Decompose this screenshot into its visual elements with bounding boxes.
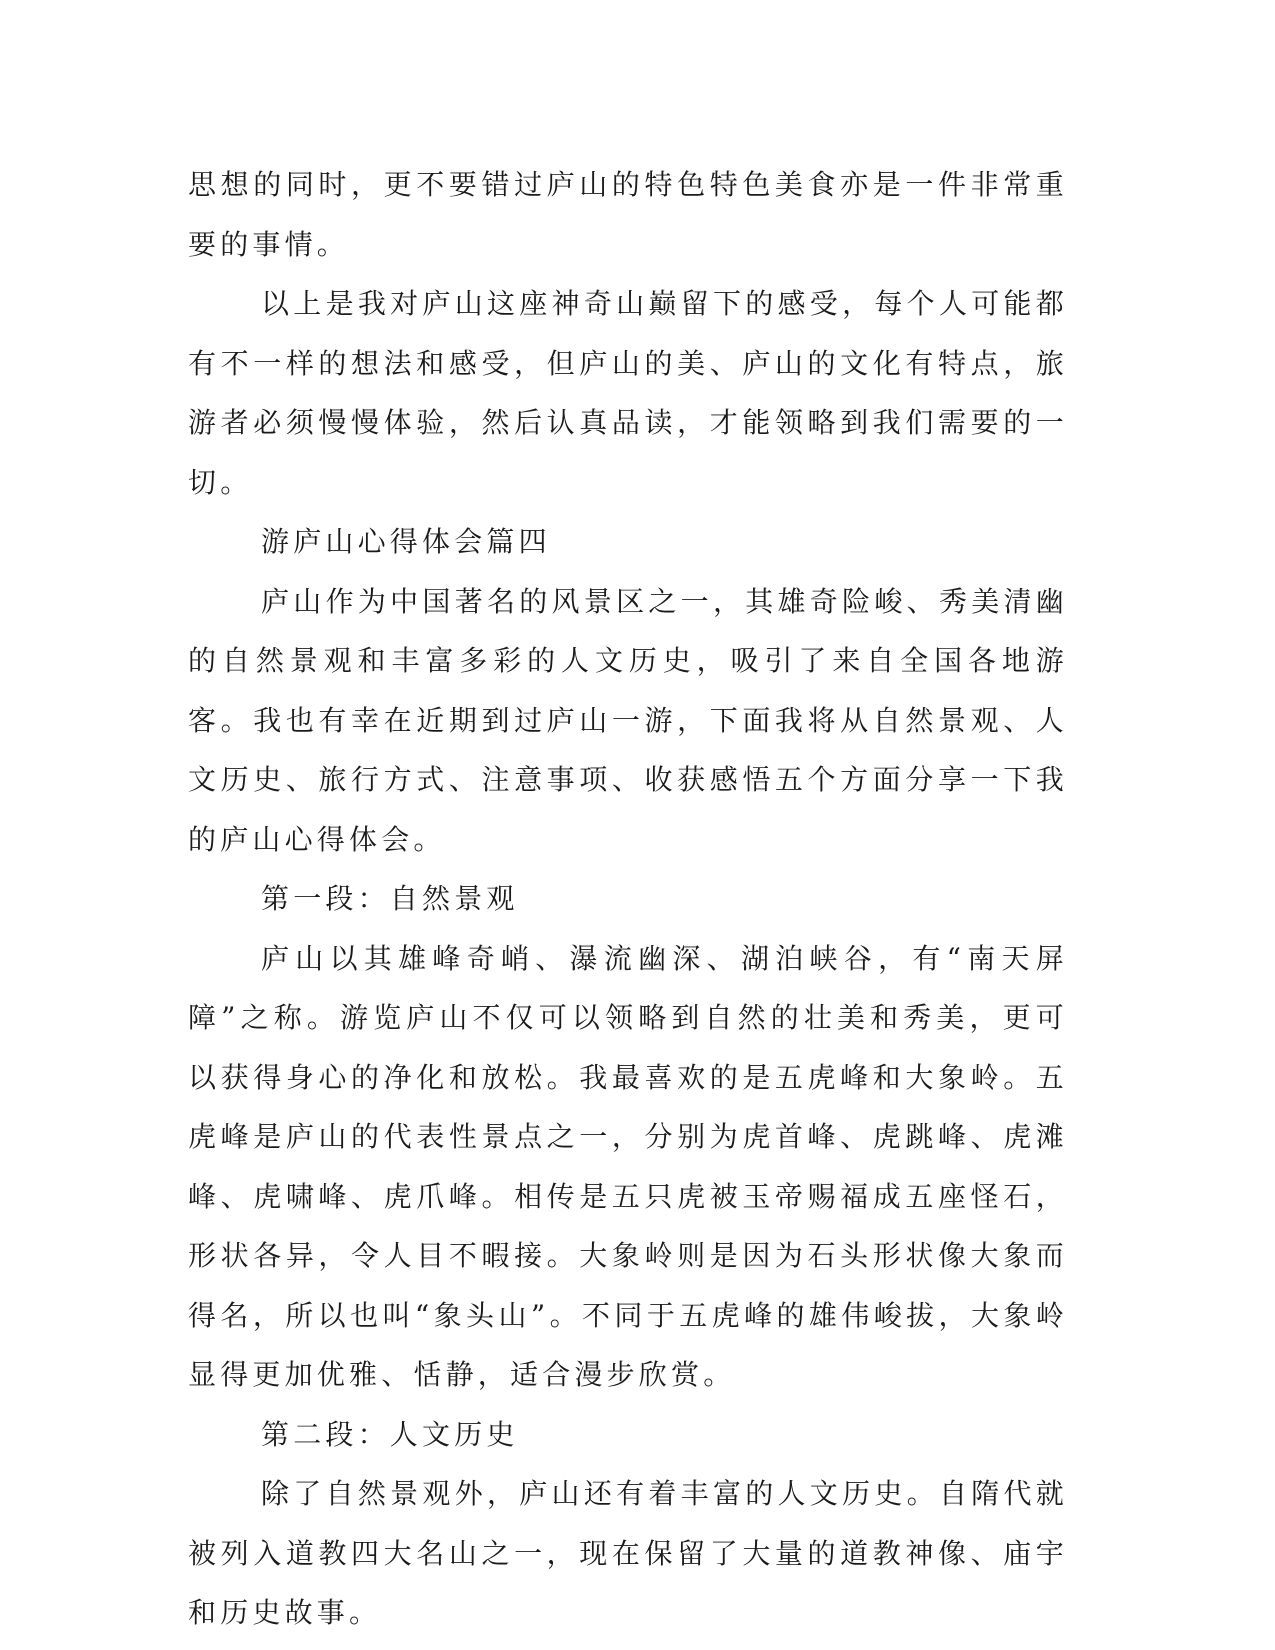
paragraph-summary: 以上是我对庐山这座神奇山巅留下的感受，每个人可能都有不一样的想法和感受，但庐山的美、庐山的文化有特点，旅游者必须慢慢体验，然后认真品读，才能领略到我们需要的一切。	[188, 287, 1068, 499]
paragraph-natural-scenery: 庐山以其雄峰奇峭、瀑流幽深、湖泊峡谷，有“南天屏障”之称。游览庐山不仅可以领略到自然的壮美和秀美，更可以获得身心的净化和放松。我最喜欢的是五虎峰和大象岭。五虎峰是庐山的代表性景点之一，分别为虎首峰、虎跳峰、虎滩峰、虎啸峰、虎爪峰。相传是五只虎被玉帝赐福成五座怪石，形状各异，令人目不暇接。大象岭则是因为石头形状像大象而得名，所以也叫“象头山”。不同于五虎峰的雄伟峻拔，大象岭显得更加优雅、恬静，适合漫步欣赏。	[188, 941, 1068, 1391]
section-heading-cultural-history: 第二段：人文历史	[261, 1417, 519, 1451]
paragraph-continuation: 思想的同时，更不要错过庐山的特色特色美食亦是一件非常重要的事情。	[188, 168, 1068, 261]
section-title: 游庐山心得体会篇四	[261, 525, 551, 558]
paragraph-intro: 庐山作为中国著名的风景区之一，其雄奇险峻、秀美清幽的自然景观和丰富多彩的人文历史，吸引了来自全国各地游客。我也有幸在近期到过庐山一游，下面我将从自然景观、人文历史、旅行方式、注意事项、收获感悟五个方面分享一下我的庐山心得体会。	[188, 584, 1068, 856]
paragraph-cultural-history: 除了自然景观外，庐山还有着丰富的人文历史。自隋代就被列入道教四大名山之一，现在保留了大量的道教神像、庙宇和历史故事。	[188, 1477, 1068, 1629]
document-body	[188, 155, 1068, 1643]
section-heading-natural-scenery: 第一段：自然景观	[261, 882, 519, 915]
